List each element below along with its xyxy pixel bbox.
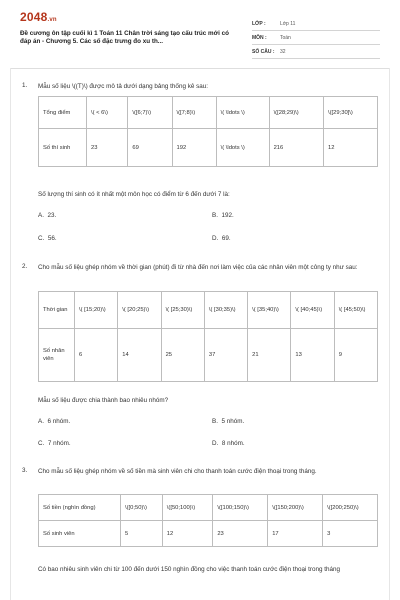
table-cell: \( [25;30)\) [161,292,204,329]
option-c[interactable] [38,440,71,447]
question-number: 3. [22,467,28,474]
table-cell: Số thí sinh [39,129,87,167]
option-a[interactable] [38,418,70,425]
option-letter: A. [38,418,44,425]
table-cell: \( \ldots \) [216,129,269,167]
table-row [39,521,378,547]
question-2-prompt: Mẫu số liệu được chia thành bao nhiêu nhóm? [38,397,169,404]
table-cell: 21 [248,329,291,382]
option-text: 5 nhóm. [221,418,245,425]
option-letter: C. [38,440,45,447]
meta-row-subject [252,31,380,45]
option-a[interactable] [38,212,56,219]
table-cell: 14 [118,329,161,382]
meta-value: Lớp 11 [280,20,296,27]
table-cell: Số nhân viên [39,329,75,382]
table-cell: \([6;7)\) [128,97,172,129]
table-cell: 12 [162,521,213,547]
table-cell: 17 [268,521,323,547]
option-text: 7 nhóm. [47,440,71,447]
option-c[interactable] [38,235,57,242]
table-cell: Số tiền (nghìn đồng) [39,495,121,521]
option-b[interactable] [212,212,234,219]
table-row [39,129,378,167]
option-text: 56. [47,235,57,242]
table-cell: \( [30;35)\) [204,292,247,329]
table-cell: 25 [161,329,204,382]
table-cell: \( [45;50)\) [334,292,377,329]
option-letter: D. [212,440,219,447]
table-cell: Số sinh viên [39,521,121,547]
table-cell: \([28;29)\) [269,97,323,129]
table-cell: \( [40;45)\) [291,292,334,329]
option-b[interactable] [212,418,244,425]
table-cell: \([50;100)\) [162,495,213,521]
question-text: Cho mẫu số liệu ghép nhóm về thời gian (phút) đi từ nhà đến nơi làm việc của các nhân viên một công ty như sau: [38,264,358,271]
option-d[interactable] [212,440,245,447]
page-border-right [389,68,390,600]
option-letter: C. [38,235,45,242]
option-text: 192. [221,212,234,219]
table-cell: 3 [323,521,378,547]
question-text: Cho mẫu số liệu ghép nhóm về số tiền mà sinh viên chi cho thanh toán cước điện thoại trong tháng. [38,468,317,475]
question-3-table [38,494,378,547]
option-text: 8 nhóm. [221,440,245,447]
question-number: 1. [22,82,28,89]
table-cell: 192 [172,129,216,167]
option-text: 6 nhóm. [47,418,71,425]
table-cell: 216 [269,129,323,167]
table-cell: \( [35;40)\) [248,292,291,329]
meta-panel [252,17,380,59]
question-3-prompt: Có bao nhiêu sinh viên chi từ 100 đến dưới 150 nghìn đồng cho việc thanh toán cước điện thoại trong tháng [38,566,341,573]
table-cell: \([29;30]\) [324,97,378,129]
meta-value: Toán [280,34,291,41]
document-header [20,8,382,66]
table-cell: \([7;8)\) [172,97,216,129]
table-row [39,97,378,129]
table-cell: \([0;50)\) [121,495,163,521]
table-cell: 12 [324,129,378,167]
table-cell: 6 [75,329,118,382]
meta-key: MÔN : [252,34,267,41]
option-d[interactable] [212,235,231,242]
table-cell: \( < 6\) [87,97,128,129]
table-cell: 5 [121,521,163,547]
logo-text: 2048 [20,10,48,24]
question-text: Mẫu số liệu \((T)\) được mô tả dưới dạng bảng thống kê sau: [38,83,208,90]
option-letter: A. [38,212,44,219]
table-cell: 23 [87,129,128,167]
table-row [39,495,378,521]
table-cell: 9 [334,329,377,382]
question-1-prompt: Số lượng thí sinh có ít nhất một môn học có điểm từ 6 đến dưới 7 là: [38,191,230,198]
meta-key: SỐ CÂU : [252,48,275,55]
page-border-left [10,68,11,600]
table-cell: \([150;200)\) [268,495,323,521]
table-cell: \( \ldots \) [216,97,269,129]
question-2-table [38,291,378,382]
meta-value: 32 [280,48,286,55]
meta-key: LỚP : [252,20,266,27]
logo-suffix: .vn [47,17,57,23]
table-cell: 69 [128,129,172,167]
table-cell: 23 [213,521,268,547]
option-letter: B. [212,418,218,425]
table-cell: \([100;150)\) [213,495,268,521]
table-cell: 37 [204,329,247,382]
option-letter: B. [212,212,218,219]
table-row [39,329,378,382]
question-number: 2. [22,263,28,270]
site-logo[interactable] [20,10,57,24]
meta-row-class [252,17,380,31]
question-1-table [38,96,378,167]
table-cell: Tổng điểm [39,97,87,129]
table-cell: Thời gian [39,292,75,329]
table-cell: \( [15;20)\) [75,292,118,329]
header-divider [10,68,390,69]
table-cell: 13 [291,329,334,382]
table-cell: \( [20;25)\) [118,292,161,329]
meta-row-count [252,45,380,59]
table-row [39,292,378,329]
option-text: 69. [221,235,231,242]
document-title: Đề cương ôn tập cuối kì 1 Toán 11 Chân trời sáng tạo cấu trúc mới có đáp án - Chương 5. Các số đặc trưng đo xu th... [20,30,229,46]
table-cell: \([200;250)\) [323,495,378,521]
option-text: 23. [47,212,57,219]
option-letter: D. [212,235,219,242]
